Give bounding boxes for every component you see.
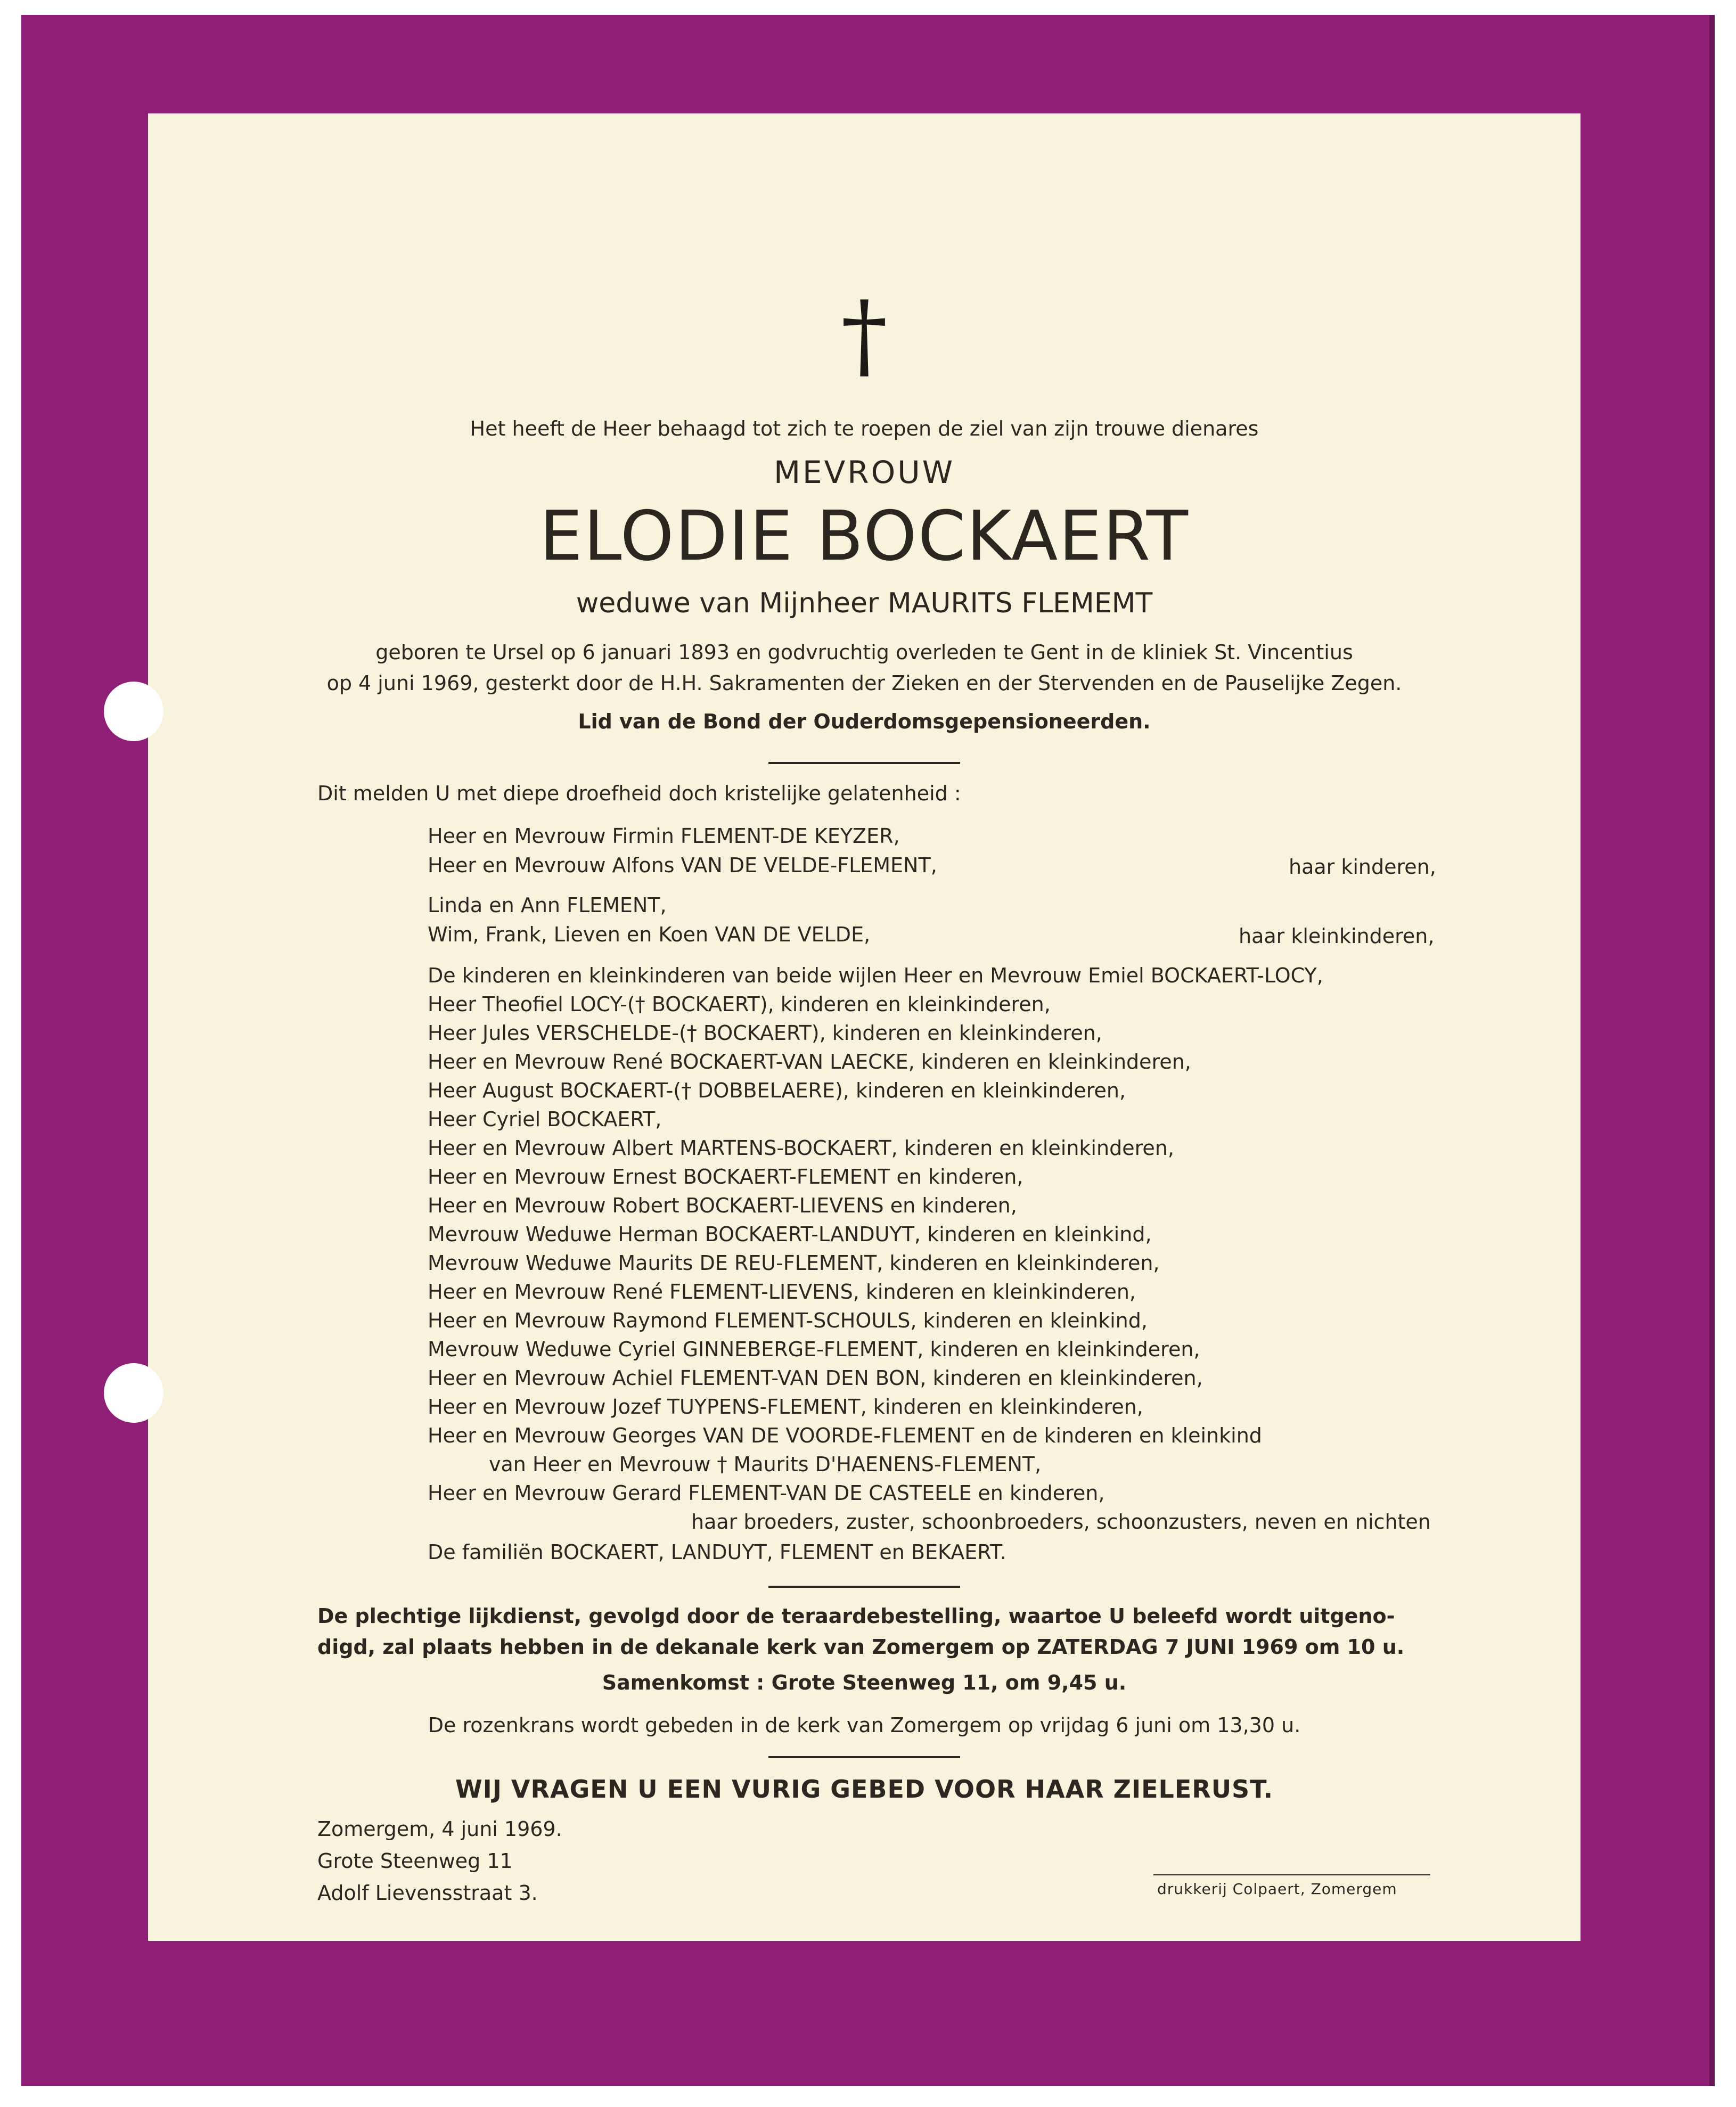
relative-line: Heer en Mevrouw Robert BOCKAERT-LIEVENS en kinderen, — [428, 1194, 1017, 1217]
grandchildren-label: haar kleinkinderen, — [1239, 924, 1435, 948]
relative-line: Mevrouw Weduwe Maurits DE REU-FLEMENT, kinderen en kleinkinderen, — [428, 1251, 1160, 1275]
cross-icon: † — [841, 282, 888, 390]
relative-line: van Heer en Mevrouw † Maurits D'HAENENS-FLEMENT, — [489, 1453, 1042, 1476]
relative-line: Heer en Mevrouw Ernest BOCKAERT-FLEMENT en kinderen, — [428, 1165, 1023, 1188]
service-line-2: digd, zal plaats hebben in de dekanale kerk van Zomergem op ZATERDAG 7 JUNI 1969 om 10 u. — [317, 1635, 1405, 1659]
relative-line: Heer Cyriel BOCKAERT, — [428, 1108, 662, 1131]
grandchild-line: Linda en Ann FLEMENT, — [428, 893, 667, 917]
divider — [768, 762, 960, 764]
gathering-line: Samenkomst : Grote Steenweg 11, om 9,45 u. — [602, 1671, 1127, 1694]
divider — [768, 1586, 960, 1588]
printer-rule — [1153, 1874, 1430, 1875]
relative-line: Heer August BOCKAERT-(† DOBBELAERE), kinderen en kleinkinderen, — [428, 1079, 1126, 1102]
service-line-1: De plechtige lijkdienst, gevolgd door de teraardebestelling, waartoe U beleefd wordt uitgeno- — [317, 1604, 1395, 1628]
relative-line: Heer en Mevrouw René FLEMENT-LIEVENS, kinderen en kleinkinderen, — [428, 1280, 1136, 1303]
child-line: Heer en Mevrouw Firmin FLEMENT-DE KEYZER, — [428, 824, 900, 848]
relative-line: Heer en Mevrouw Albert MARTENS-BOCKAERT, kinderen en kleinkinderen, — [428, 1136, 1174, 1160]
announce-line: Dit melden U met diepe droefheid doch kristelijke gelatenheid : — [317, 782, 961, 805]
grandchild-line: Wim, Frank, Lieven en Koen VAN DE VELDE, — [428, 923, 871, 946]
punch-hole — [104, 682, 163, 741]
punch-hole — [104, 1363, 163, 1423]
intro-line: Het heeft de Heer behaagd tot zich te roepen de ziel van zijn trouwe dienares — [470, 417, 1259, 440]
membership-line: Lid van de Bond der Ouderdomsgepensioneerden. — [578, 710, 1151, 733]
relative-line: Mevrouw Weduwe Herman BOCKAERT-LANDUYT, kinderen en kleinkind, — [428, 1223, 1152, 1246]
deceased-name: ELODIE BOCKAERT — [539, 497, 1189, 576]
address-line: Grote Steenweg 11 — [317, 1849, 513, 1873]
printer-credit: drukkerij Colpaert, Zomergem — [1157, 1880, 1397, 1898]
place-date: Zomergem, 4 juni 1969. — [317, 1817, 562, 1841]
widow-of-line: weduwe van Mijnheer MAURITS FLEMEMT — [576, 587, 1153, 619]
relative-line: Heer en Mevrouw Gerard FLEMENT-VAN DE CASTEELE en kinderen, — [428, 1481, 1105, 1505]
divider — [768, 1756, 960, 1758]
relative-line: De kinderen en kleinkinderen van beide wijlen Heer en Mevrouw Emiel BOCKAERT-LOCY, — [428, 964, 1323, 987]
prayer-request: WIJ VRAGEN U EEN VURIG GEBED VOOR HAAR ZIELERUST. — [455, 1775, 1274, 1803]
birth-line-2: op 4 juni 1969, gesterkt door de H.H. Sakramenten der Zieken en der Stervenden en de Pauselijke Zegen. — [326, 671, 1402, 695]
address-line: Adolf Lievensstraat 3. — [317, 1881, 538, 1905]
siblings-label: haar broeders, zuster, schoonbroeders, schoonzusters, neven en nichten — [691, 1510, 1431, 1534]
relative-line: Heer en Mevrouw Jozef TUYPENS-FLEMENT, kinderen en kleinkinderen, — [428, 1395, 1143, 1419]
child-line: Heer en Mevrouw Alfons VAN DE VELDE-FLEMENT, — [428, 854, 937, 877]
relative-line: Heer en Mevrouw Achiel FLEMENT-VAN DEN BON, kinderen en kleinkinderen, — [428, 1366, 1203, 1390]
relative-line: Heer Theofiel LOCY-(† BOCKAERT), kinderen en kleinkinderen, — [428, 993, 1051, 1016]
relative-line: Heer en Mevrouw Raymond FLEMENT-SCHOULS, kinderen en kleinkind, — [428, 1309, 1148, 1332]
relative-line: Mevrouw Weduwe Cyriel GINNEBERGE-FLEMENT, kinderen en kleinkinderen, — [428, 1338, 1200, 1361]
families-line: De familiën BOCKAERT, LANDUYT, FLEMENT en BEKAERT. — [428, 1540, 1006, 1564]
birth-line-1: geboren te Ursel op 6 januari 1893 en godvruchtig overleden te Gent in de kliniek St. Vincentius — [375, 641, 1353, 664]
relative-line: Heer Jules VERSCHELDE-(† BOCKAERT), kinderen en kleinkinderen, — [428, 1021, 1102, 1045]
memorial-card — [148, 113, 1581, 1941]
mount-edge-shadow — [1709, 15, 1715, 2086]
title-prefix: MEVROUW — [773, 454, 955, 490]
relative-line: Heer en Mevrouw René BOCKAERT-VAN LAECKE, kinderen en kleinkinderen, — [428, 1050, 1191, 1073]
rosary-line: De rozenkrans wordt gebeden in de kerk van Zomergem op vrijdag 6 juni om 13,30 u. — [428, 1714, 1301, 1737]
children-label: haar kinderen, — [1289, 855, 1436, 879]
relative-line: Heer en Mevrouw Georges VAN DE VOORDE-FLEMENT en de kinderen en kleinkind — [428, 1424, 1262, 1447]
